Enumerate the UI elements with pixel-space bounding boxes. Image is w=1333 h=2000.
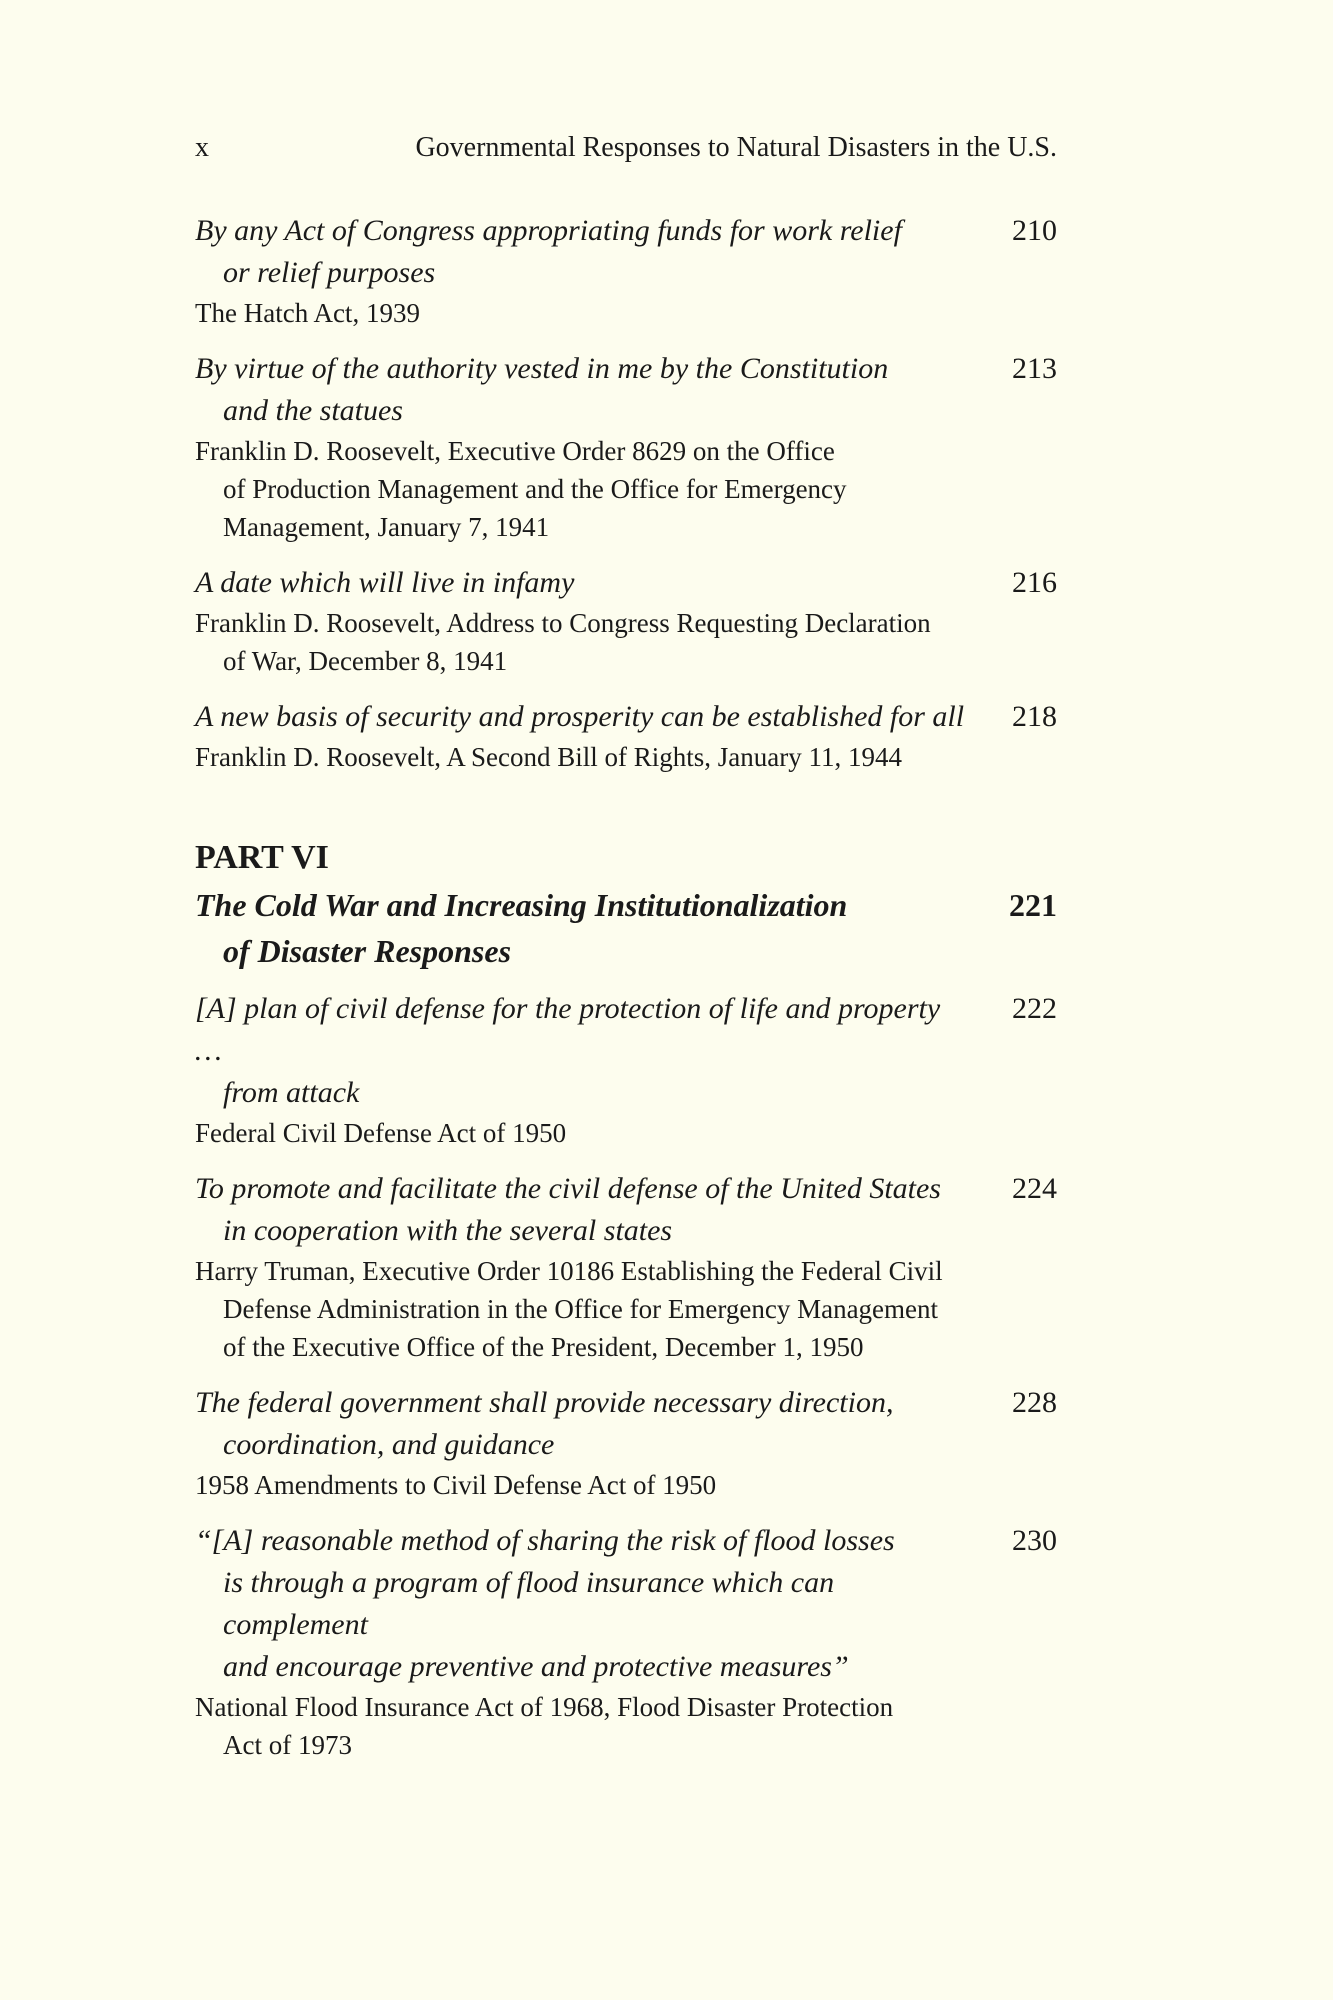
entry-quote-line: A new basis of security and prosperity can be established for all — [195, 700, 965, 733]
entry-source-line: of Production Management and the Office for Emergency — [223, 474, 847, 504]
toc-entry — [195, 696, 1057, 776]
entry-page-number: 210 — [1012, 214, 1057, 247]
entries-after-part — [195, 988, 1057, 1764]
entry-quote-line: and encourage preventive and protective measures” — [223, 1650, 849, 1683]
toc-entry-heading — [195, 210, 1057, 294]
entry-quote — [195, 348, 965, 432]
entry-source — [195, 604, 1035, 680]
entry-quote-line: coordination, and guidance — [223, 1428, 555, 1461]
entry-quote-line: “[A] reasonable method of sharing the risk of flood losses — [195, 1524, 895, 1557]
entry-page-number: 228 — [1012, 1386, 1057, 1419]
entry-page-number: 213 — [1012, 352, 1057, 385]
entry-source-line: National Flood Insurance Act of 1968, Flood Disaster Protection — [195, 1692, 894, 1722]
part-title-line: The Cold War and Increasing Institutionalization — [195, 887, 848, 923]
part-heading — [195, 834, 1057, 974]
entry-quote — [195, 988, 965, 1114]
toc-entry-heading — [195, 988, 1057, 1114]
toc-entry — [195, 1520, 1057, 1764]
entry-source-line: Harry Truman, Executive Order 10186 Establishing the Federal Civil — [195, 1256, 943, 1286]
entry-source — [195, 1688, 1035, 1764]
part-title — [195, 882, 965, 974]
entry-source-line: Franklin D. Roosevelt, Executive Order 8629 on the Office — [195, 436, 835, 466]
entry-quote-line: is through a program of flood insurance which can complement — [223, 1566, 835, 1641]
entry-source — [195, 294, 1035, 332]
entry-source-line: of the Executive Office of the President, December 1, 1950 — [223, 1332, 864, 1362]
entry-source — [195, 738, 1035, 776]
entry-source-line: Management, January 7, 1941 — [223, 512, 550, 542]
entry-quote — [195, 1168, 965, 1252]
entry-source-line: of War, December 8, 1941 — [223, 646, 508, 676]
part-page-number: 221 — [1009, 887, 1057, 923]
page-folio: x — [195, 132, 209, 163]
running-head — [195, 132, 1057, 172]
entry-source — [195, 1114, 1035, 1152]
entry-page-number: 218 — [1012, 700, 1057, 733]
entry-quote-line: By virtue of the authority vested in me by the Constitution — [195, 352, 889, 385]
entry-quote-line: [A] plan of civil defense for the protection of life and property … — [195, 992, 941, 1067]
toc-entry-heading — [195, 348, 1057, 432]
entry-source — [195, 1466, 1035, 1504]
book-title: Governmental Responses to Natural Disasters in the U.S. — [415, 132, 1057, 163]
entry-quote-line: in cooperation with the several states — [223, 1214, 673, 1247]
toc-entry — [195, 562, 1057, 680]
entry-quote-line: A date which will live in infamy — [195, 566, 575, 599]
entry-quote-line: To promote and facilitate the civil defense of the United States — [195, 1172, 941, 1205]
entry-page-number: 230 — [1012, 1524, 1057, 1557]
entry-source-line: Defense Administration in the Office for Emergency Management — [223, 1294, 939, 1324]
entry-page-number: 222 — [1012, 992, 1057, 1025]
entry-quote-line: The federal government shall provide necessary direction, — [195, 1386, 894, 1419]
entry-quote — [195, 1382, 965, 1466]
toc-entry-heading — [195, 1520, 1057, 1688]
entry-quote — [195, 562, 965, 604]
entry-source — [195, 432, 1035, 546]
entry-source-line: Franklin D. Roosevelt, A Second Bill of Rights, January 11, 1944 — [195, 742, 902, 772]
entry-quote — [195, 1520, 965, 1688]
entry-source-line: The Hatch Act, 1939 — [195, 298, 420, 328]
entry-source-line: Act of 1973 — [223, 1730, 352, 1760]
toc-entry — [195, 1382, 1057, 1504]
toc-entry — [195, 210, 1057, 332]
toc-entry-heading — [195, 696, 1057, 738]
entries-before-part — [195, 210, 1057, 776]
entry-quote-line: from attack — [223, 1076, 360, 1109]
entry-quote-line: and the statues — [223, 394, 403, 427]
entry-source-line: 1958 Amendments to Civil Defense Act of 1950 — [195, 1470, 717, 1500]
entry-quote-line: or relief purposes — [223, 256, 436, 289]
toc-entry — [195, 348, 1057, 546]
toc-entry-heading — [195, 562, 1057, 604]
entry-quote — [195, 696, 965, 738]
toc-entry-heading — [195, 1168, 1057, 1252]
table-of-contents — [195, 210, 1057, 1780]
entry-source-line: Federal Civil Defense Act of 1950 — [195, 1118, 567, 1148]
toc-entry-heading — [195, 1382, 1057, 1466]
part-label: PART VI — [195, 839, 329, 876]
toc-entry — [195, 988, 1057, 1152]
part-title-line: of Disaster Responses — [223, 933, 512, 969]
entry-page-number: 216 — [1012, 566, 1057, 599]
toc-entry — [195, 1168, 1057, 1366]
entry-page-number: 224 — [1012, 1172, 1057, 1205]
entry-source — [195, 1252, 1035, 1366]
part-title-row — [195, 882, 1057, 974]
entry-quote — [195, 210, 965, 294]
entry-quote-line: By any Act of Congress appropriating funds for work relief — [195, 214, 902, 247]
entry-source-line: Franklin D. Roosevelt, Address to Congress Requesting Declaration — [195, 608, 931, 638]
